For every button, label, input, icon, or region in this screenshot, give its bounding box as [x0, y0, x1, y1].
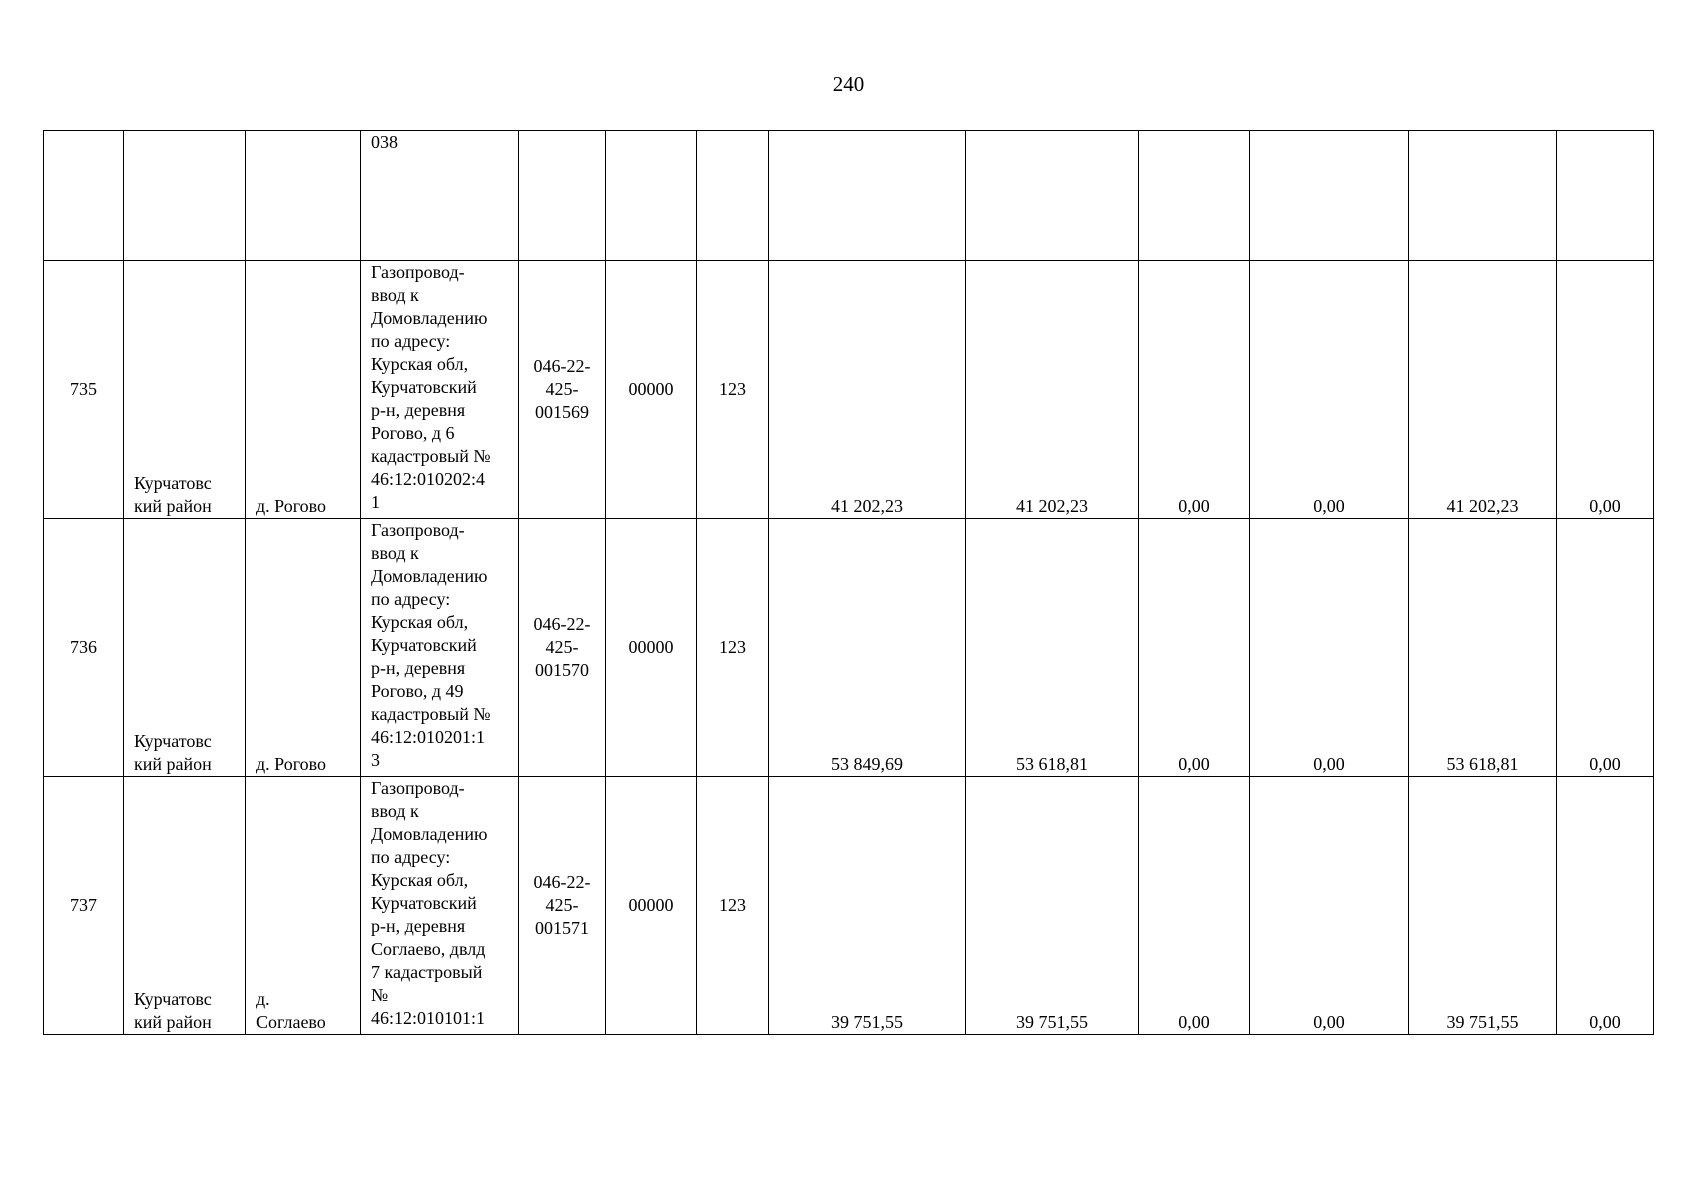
cell-district: [124, 261, 246, 519]
locality-line: д.: [256, 989, 270, 1009]
cell-v5: 39 751,55: [1409, 777, 1557, 1035]
cell-okof: 00000: [606, 777, 697, 1035]
name-line: 46:12:010201:1: [371, 727, 486, 747]
name-line: 3: [371, 750, 380, 770]
name-line: по адресу:: [371, 331, 451, 351]
cell-v6: 0,00: [1557, 519, 1654, 777]
name-line: по адресу:: [371, 847, 451, 867]
cell-code: [519, 519, 606, 777]
cell-v4: [1250, 131, 1409, 261]
district-line: Курчатовс: [134, 731, 212, 751]
code-line: 046-22-: [533, 614, 591, 634]
name-line: Соглаево, двлд: [371, 939, 486, 959]
district-line: кий район: [134, 496, 212, 516]
name-line: Газопровод-: [371, 262, 465, 282]
district-line: Курчатовс: [134, 473, 212, 493]
cell-district: [124, 519, 246, 777]
code-line: 425-: [545, 637, 579, 657]
cell-kbk: 123: [697, 519, 769, 777]
table-row: [44, 777, 1654, 1035]
cell-name: [361, 261, 519, 519]
cell-v2: 41 202,23: [966, 261, 1139, 519]
locality-line: Соглаево: [256, 1012, 326, 1032]
name-line: Курчатовский: [371, 377, 477, 397]
cell-v2: 39 751,55: [966, 777, 1139, 1035]
table-row: [44, 261, 1654, 519]
name-line: Курчатовский: [371, 893, 477, 913]
name-line: ввод к: [371, 801, 419, 821]
cell-locality: [246, 777, 361, 1035]
cell-v6: 0,00: [1557, 261, 1654, 519]
cell-district: [124, 777, 246, 1035]
cell-v5: [1409, 131, 1557, 261]
name-line: ввод к: [371, 543, 419, 563]
registry-table: [43, 130, 1654, 1035]
cell-v6: 0,00: [1557, 777, 1654, 1035]
cell-v4: 0,00: [1250, 519, 1409, 777]
continuation-row: [44, 131, 1654, 261]
cell-kbk: 123: [697, 777, 769, 1035]
table-row: [44, 519, 1654, 777]
name-line: Курская обл,: [371, 870, 469, 890]
cell-v1: 39 751,55: [769, 777, 966, 1035]
cell-v4: 0,00: [1250, 777, 1409, 1035]
cell-v5: 41 202,23: [1409, 261, 1557, 519]
code-line: 046-22-: [533, 872, 591, 892]
name-line: Домовладению: [371, 566, 488, 586]
name-line: №: [371, 985, 389, 1005]
name-line: Газопровод-: [371, 778, 465, 798]
cell-okof: [606, 131, 697, 261]
name-line: по адресу:: [371, 589, 451, 609]
cell-v4: 0,00: [1250, 261, 1409, 519]
name-line: 7 кадастровый: [371, 962, 483, 982]
name-line: 46:12:010202:4: [371, 469, 486, 489]
name-line: Газопровод-: [371, 520, 465, 540]
name-line: р-н, деревня: [371, 916, 466, 936]
cell-kbk: [697, 131, 769, 261]
name-line: 46:12:010101:1: [371, 1008, 486, 1028]
district-line: Курчатовс: [134, 989, 212, 1009]
code-line: 001569: [535, 402, 589, 422]
cell-num: 735: [44, 261, 124, 519]
name-line: р-н, деревня: [371, 658, 466, 678]
cell-locality: [246, 261, 361, 519]
name-line: Домовладению: [371, 308, 488, 328]
cell-name: [361, 777, 519, 1035]
cell-v5: 53 618,81: [1409, 519, 1557, 777]
cell-v3: 0,00: [1139, 261, 1250, 519]
cell-okof: 00000: [606, 519, 697, 777]
locality-line: д. Рогово: [256, 754, 327, 774]
cell-okof: 00000: [606, 261, 697, 519]
cell-v6: [1557, 131, 1654, 261]
name-line: Курская обл,: [371, 354, 469, 374]
code-line: 425-: [545, 379, 579, 399]
cell-district: [124, 131, 246, 261]
cell-kbk: 123: [697, 261, 769, 519]
name-line: р-н, деревня: [371, 400, 466, 420]
cell-v3: 0,00: [1139, 777, 1250, 1035]
cell-code: [519, 261, 606, 519]
cell-v3: 0,00: [1139, 519, 1250, 777]
locality-line: д. Рогово: [256, 496, 327, 516]
code-line: 001571: [535, 918, 589, 938]
page-number: 240: [832, 72, 865, 96]
cell-v1: 41 202,23: [769, 261, 966, 519]
cell-locality: [246, 519, 361, 777]
cell-code: [519, 777, 606, 1035]
cell-num: 737: [44, 777, 124, 1035]
name-line: Рогово, д 49: [371, 681, 464, 701]
cell-v2: [966, 131, 1139, 261]
cell-num: [44, 131, 124, 261]
name-line: Курская обл,: [371, 612, 469, 632]
name-line: Рогово, д 6: [371, 423, 455, 443]
cell-v3: [1139, 131, 1250, 261]
cell-num: 736: [44, 519, 124, 777]
cell-name: [361, 519, 519, 777]
cell-v2: 53 618,81: [966, 519, 1139, 777]
cell-code: [519, 131, 606, 261]
cell-locality: [246, 131, 361, 261]
name-line: Курчатовский: [371, 635, 477, 655]
code-line: 425-: [545, 895, 579, 915]
cell-v1: 53 849,69: [769, 519, 966, 777]
name-line: 1: [371, 492, 380, 512]
name-line: ввод к: [371, 285, 419, 305]
code-line: 001570: [535, 660, 589, 680]
name-line: Домовладению: [371, 824, 488, 844]
code-line: 046-22-: [533, 356, 591, 376]
cell-name-tail: 038: [361, 131, 519, 261]
district-line: кий район: [134, 754, 212, 774]
cell-v1: [769, 131, 966, 261]
district-line: кий район: [134, 1012, 212, 1032]
name-line: кадастровый №: [371, 704, 491, 724]
name-line: кадастровый №: [371, 446, 491, 466]
